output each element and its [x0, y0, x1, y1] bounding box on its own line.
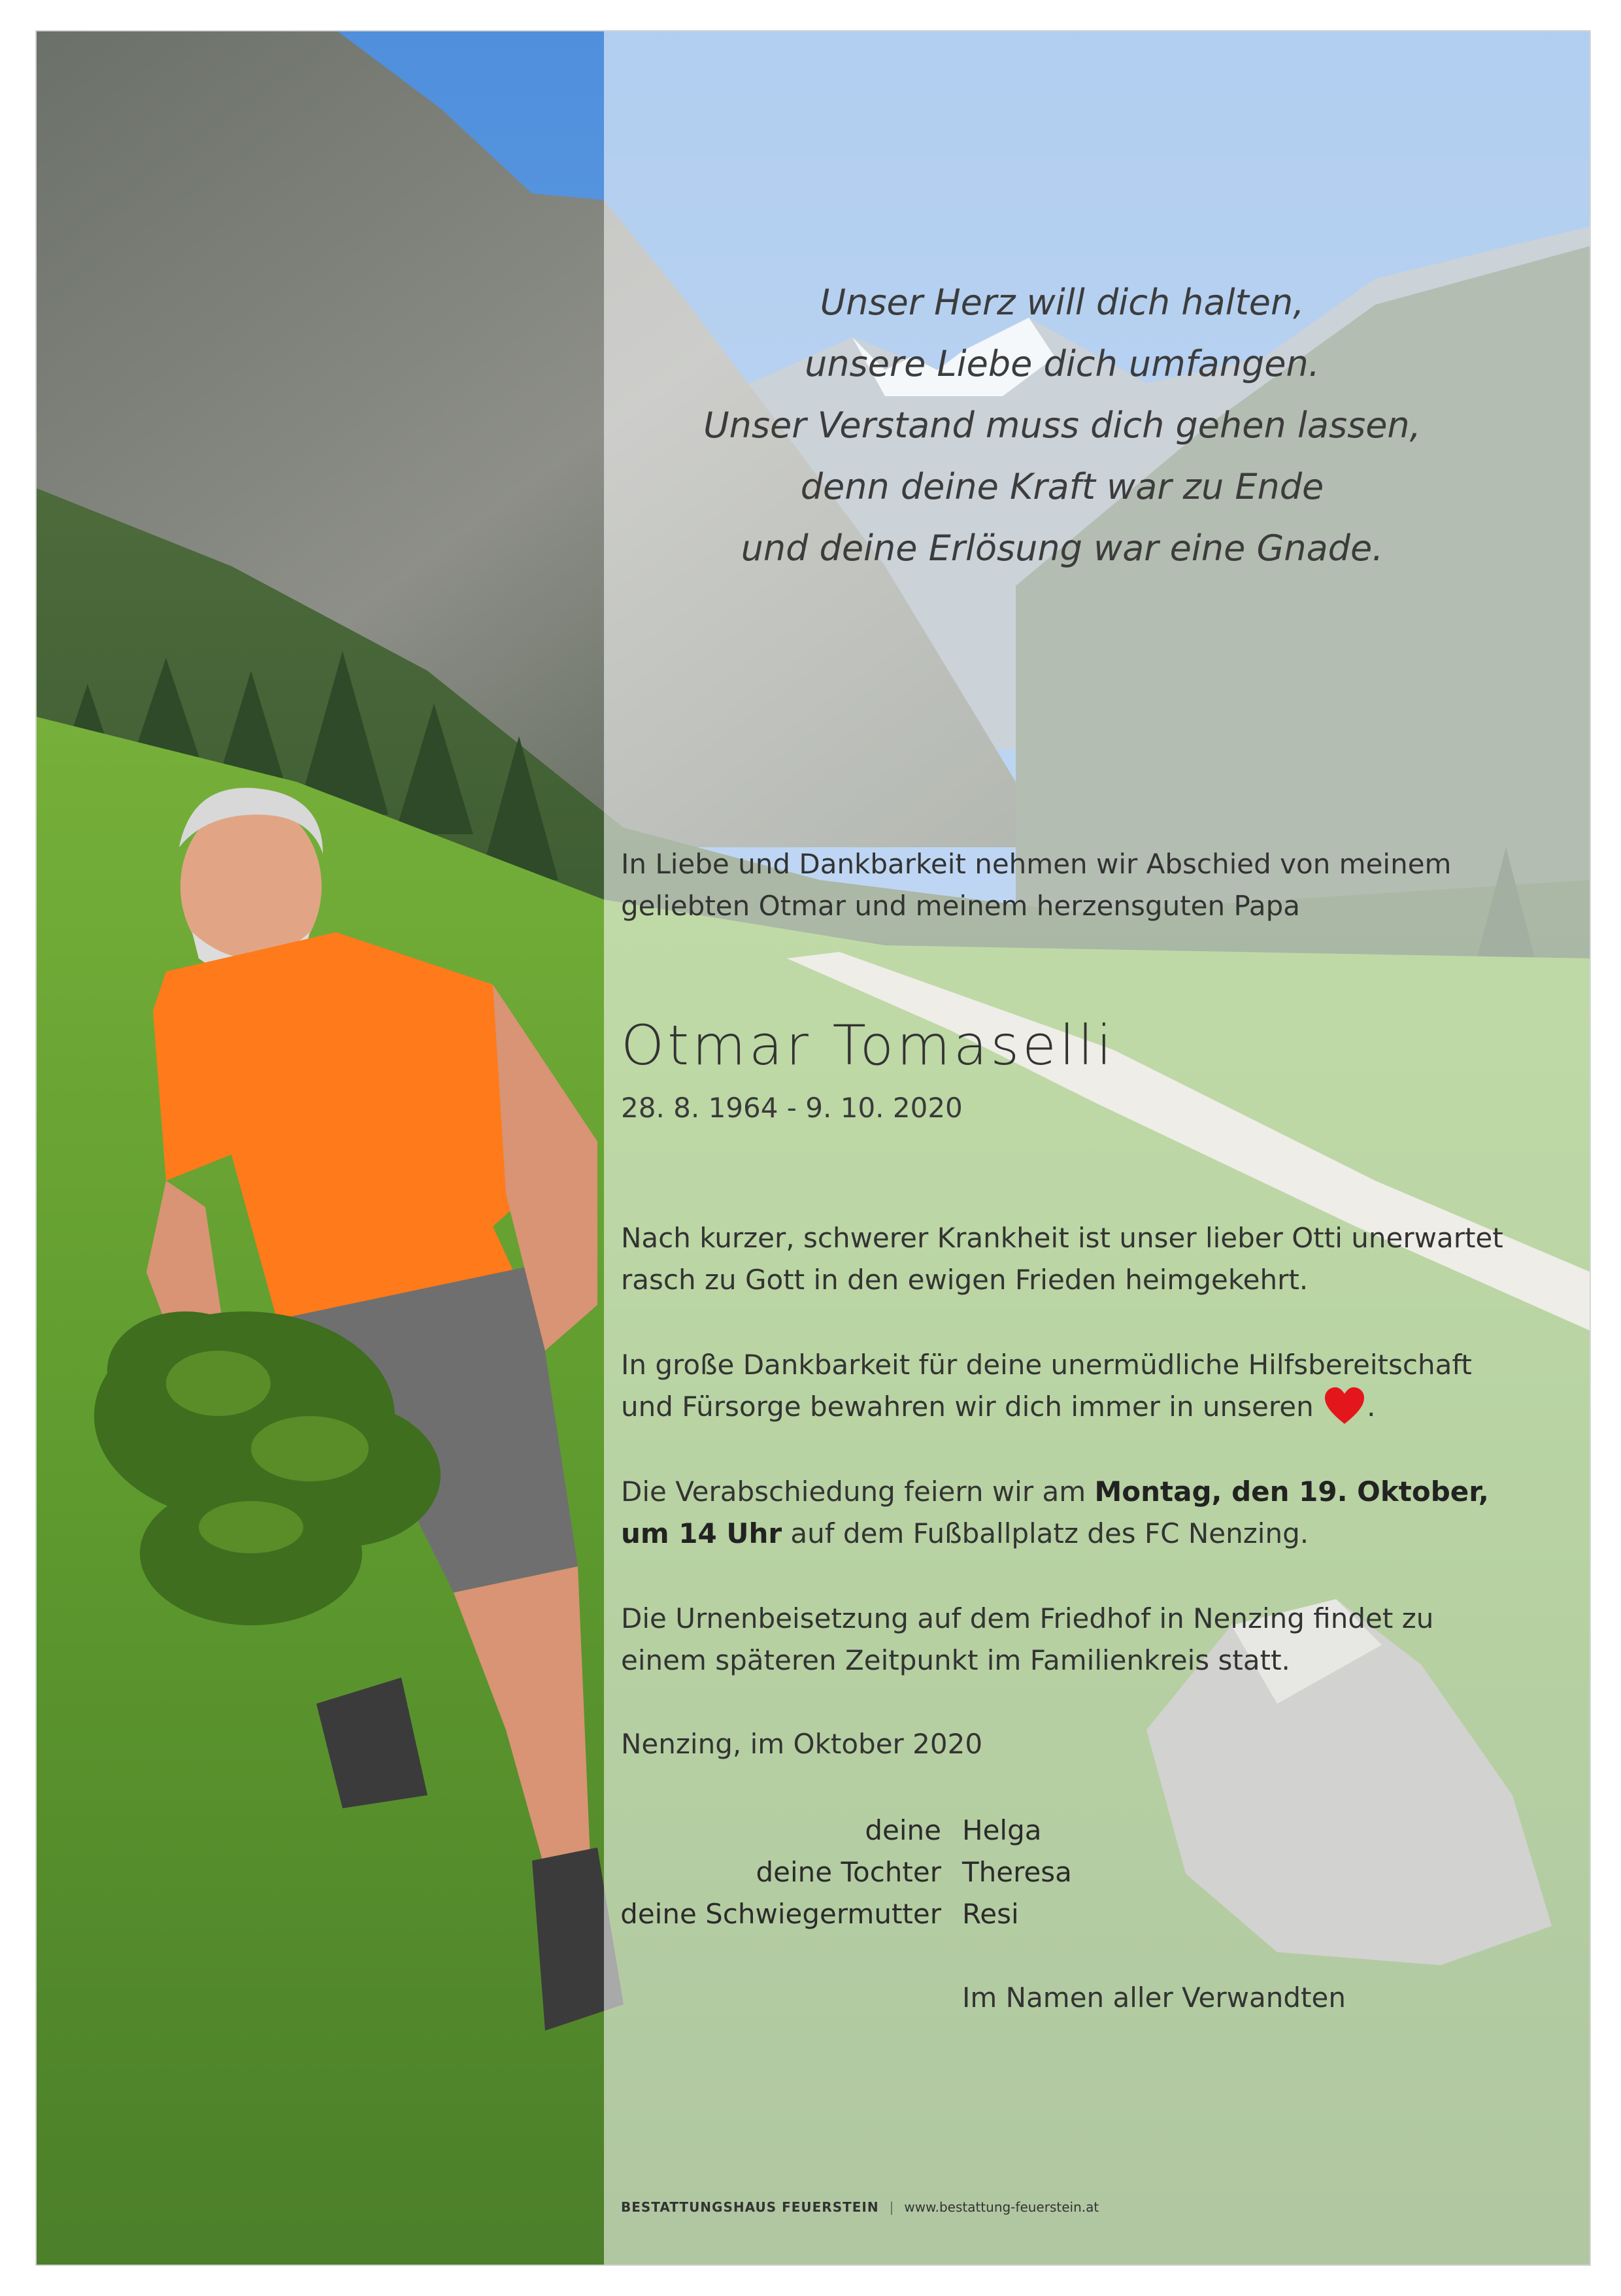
heart-icon — [1324, 1386, 1365, 1425]
closing-line: Im Namen aller Verwandten — [962, 1982, 1346, 2014]
signature-role: deine — [865, 1814, 941, 1846]
poem-line: unsere Liebe dich umfangen. — [805, 343, 1320, 384]
memorial-poem — [654, 272, 1471, 579]
paragraph-1-line-2: rasch zu Gott in den ewigen Frieden heimgekehrt. — [621, 1264, 1309, 1296]
paragraph-2-text: und Fürsorge bewahren wir dich immer in unseren — [621, 1391, 1314, 1423]
footer — [621, 2199, 1099, 2215]
signature-role: deine Tochter — [756, 1856, 941, 1888]
signature-row — [621, 1893, 1340, 1935]
poem-line: und deine Erlösung war eine Gnade. — [741, 528, 1384, 569]
poem-line: Unser Verstand muss dich gehen lassen, — [703, 405, 1421, 446]
signature-row — [621, 1851, 1340, 1893]
footer-separator: | — [889, 2199, 894, 2215]
paragraph-1-line-1: Nach kurzer, schwerer Krankheit ist unser lieber Otti unerwartet — [621, 1222, 1503, 1254]
place-date: Nenzing, im Oktober 2020 — [621, 1728, 983, 1760]
footer-brand: BESTATTUNGSHAUS FEUERSTEIN — [621, 2199, 879, 2215]
life-dates: 28. 8. 1964 - 9. 10. 2020 — [621, 1092, 963, 1124]
ceremony-intro: Die Verabschiedung feiern wir am — [621, 1476, 1095, 1508]
poem-line: denn deine Kraft war zu Ende — [800, 466, 1324, 507]
deceased-name: Otmar Tomaselli — [621, 1013, 1115, 1077]
paragraph-2-line-2 — [621, 1386, 1375, 1428]
signature-name: Theresa — [962, 1856, 1072, 1888]
signature-role: deine Schwiegermutter — [620, 1898, 941, 1930]
paragraph-4-line-2: einem späteren Zeitpunkt im Familienkreis statt. — [621, 1644, 1290, 1676]
ceremony-date: Montag, den 19. Oktober, — [1094, 1476, 1489, 1508]
poem-line: Unser Herz will dich halten, — [820, 282, 1305, 323]
paragraph-4-line-1: Die Urnenbeisetzung auf dem Friedhof in Nenzing findet zu — [621, 1602, 1434, 1634]
paragraph-3-line-1 — [621, 1471, 1489, 1513]
footer-url[interactable]: www.bestattung-feuerstein.at — [904, 2199, 1099, 2215]
paragraph-2-line-1: In große Dankbarkeit für deine unermüdliche Hilfsbereitschaft — [621, 1349, 1472, 1381]
intro-line-1: In Liebe und Dankbarkeit nehmen wir Abschied von meinem — [621, 848, 1452, 880]
signature-row — [621, 1810, 1340, 1851]
signature-name: Helga — [962, 1814, 1042, 1846]
ceremony-location: auf dem Fußballplatz des FC Nenzing. — [782, 1517, 1309, 1549]
ceremony-time: um 14 Uhr — [621, 1517, 782, 1549]
intro-line-2: geliebten Otmar und meinem herzensguten Papa — [621, 890, 1301, 922]
signature-name: Resi — [962, 1898, 1019, 1930]
paragraph-2-end: . — [1367, 1391, 1376, 1423]
obituary-card — [35, 30, 1591, 2266]
paragraph-3-line-2 — [621, 1513, 1309, 1555]
